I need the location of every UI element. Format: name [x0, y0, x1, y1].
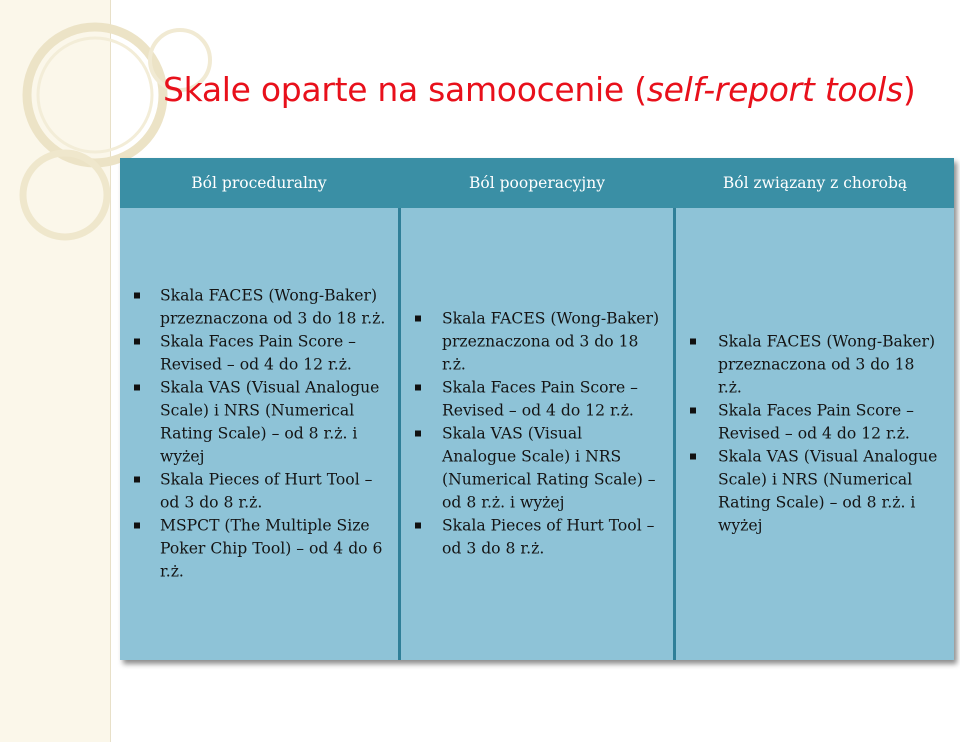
cell-postoperative-pain	[398, 208, 676, 660]
list-item: Skala Faces Pain Score – Revised – od 4 do 12 r.ż.	[676, 400, 954, 446]
header-postoperative-pain: Ból pooperacyjny	[469, 174, 605, 192]
cell-disease-pain	[676, 208, 954, 660]
list-item: Skala FACES (Wong-Baker) przeznaczona od 3 do 18 r.ż.	[676, 331, 954, 400]
list-item: Skala Pieces of Hurt Tool – od 3 do 8 r.ż.	[120, 469, 398, 515]
header-procedural-pain: Ból proceduralny	[191, 174, 327, 192]
list-item: Skala VAS (Visual Analogue Scale) i NRS (Numerical Rating Scale) – od 8 r.ż. i wyżej	[120, 377, 398, 469]
slide-left-accent-strip	[0, 0, 111, 742]
scale-list-postoperative	[401, 308, 673, 561]
table-body-row	[120, 208, 954, 660]
list-item: Skala VAS (Visual Analogue Scale) i NRS (Numerical Rating Scale) – od 8 r.ż. i wyżej	[401, 423, 673, 515]
table-header-row	[120, 158, 954, 208]
slide-title-suffix: )	[902, 70, 916, 109]
slide-title-italic: self-report tools	[646, 70, 903, 109]
cell-procedural-pain	[120, 208, 398, 660]
slide-title-prefix: Skale oparte na samoocenie (	[163, 70, 647, 109]
list-item: Skala Faces Pain Score – Revised – od 4 do 12 r.ż.	[401, 377, 673, 423]
list-item: MSPCT (The Multiple Size Poker Chip Tool) – od 4 do 6 r.ż.	[120, 515, 398, 584]
list-item: Skala Pieces of Hurt Tool – od 3 do 8 r.ż.	[401, 515, 673, 561]
pain-scales-table	[120, 158, 954, 660]
list-item: Skala FACES (Wong-Baker) przeznaczona od 3 do 18 r.ż.	[120, 285, 398, 331]
list-item: Skala VAS (Visual Analogue Scale) i NRS (Numerical Rating Scale) – od 8 r.ż. i wyżej	[676, 446, 954, 538]
slide-title	[163, 70, 915, 109]
list-item: Skala Faces Pain Score – Revised – od 4 do 12 r.ż.	[120, 331, 398, 377]
list-item: Skala FACES (Wong-Baker) przeznaczona od 3 do 18 r.ż.	[401, 308, 673, 377]
scale-list-disease	[676, 331, 954, 538]
scale-list-procedural	[120, 285, 398, 584]
header-disease-pain: Ból związany z chorobą	[722, 174, 908, 192]
